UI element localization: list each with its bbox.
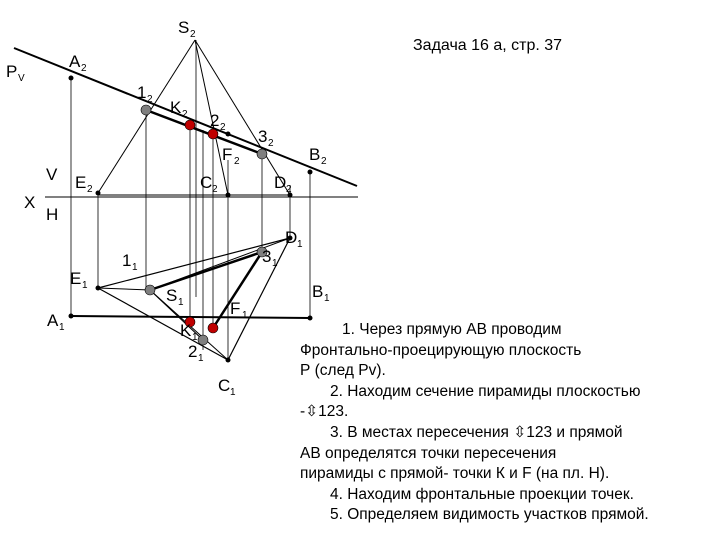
- step-3-line-2: АВ определятся точки пересечения: [300, 444, 557, 462]
- point-k2: [185, 120, 195, 130]
- sub-e1: 1: [82, 280, 88, 291]
- point-b2: [308, 170, 313, 175]
- sub-f1: 1: [242, 310, 248, 321]
- label-c1: C: [218, 376, 231, 395]
- label-c2: C: [200, 173, 213, 192]
- label-a1: A: [47, 311, 59, 330]
- point-c2: [226, 193, 231, 198]
- label-e2: E: [75, 173, 87, 192]
- sub-c2: 2: [212, 184, 218, 195]
- label-h: H: [46, 205, 59, 224]
- label-a2: A: [69, 52, 81, 71]
- label-pv: P: [6, 62, 18, 81]
- sub-k2: 2: [182, 109, 188, 120]
- sub-e2: 2: [87, 184, 93, 195]
- point-1-1: [145, 285, 155, 295]
- point-3-2: [257, 149, 267, 159]
- sub-3-1: 1: [272, 258, 278, 269]
- label-1-2: 1: [137, 83, 147, 102]
- sub-2-2: 2: [220, 122, 226, 133]
- base-e1-c1: [98, 288, 228, 360]
- label-k2: K: [170, 98, 182, 117]
- point-e1: [96, 286, 101, 291]
- label-2-2: 2: [210, 111, 220, 130]
- sub-f2: 2: [234, 156, 240, 167]
- sub-3-2: 2: [268, 138, 274, 149]
- step-1-line-1: 1. Через прямую АВ проводим: [342, 321, 562, 338]
- label-b1: B: [312, 282, 324, 301]
- step-3-line-1: 3. В местах пересечения ⇳123 и прямой: [330, 423, 623, 441]
- step-5: 5. Определяем видимость участков прямой.: [330, 506, 649, 524]
- point-e2: [96, 191, 101, 196]
- label-d1: D: [285, 228, 298, 247]
- step-4: 4. Находим фронтальные проекции точек.: [330, 485, 634, 503]
- link-lines: [71, 40, 310, 360]
- solution-steps: [300, 320, 715, 526]
- label-s2: S: [178, 18, 190, 37]
- point-2-1: [198, 335, 208, 345]
- point-2-2: [226, 132, 231, 137]
- step-2-line-2: -⇳123.: [300, 403, 349, 421]
- point-a1: [69, 314, 74, 319]
- step-3-line-3: пирамиды с прямой- точки К и F (на пл. Н).: [300, 465, 610, 483]
- label-v: V: [46, 165, 58, 184]
- section-1-3: [146, 110, 262, 154]
- step-1-line-3: Р (след Рv).: [300, 362, 386, 380]
- section-1-3-h: [150, 252, 262, 290]
- label-f1: F: [230, 299, 241, 318]
- point-c1: [226, 358, 231, 363]
- sub-1-1: 1: [132, 262, 138, 273]
- label-2-1: 2: [188, 342, 198, 361]
- sub-a1: 1: [59, 322, 65, 333]
- sub-b1: 1: [324, 293, 330, 304]
- label-b2: B: [309, 145, 321, 164]
- step-2-line-1: 2. Находим сечение пирамиды плоскостью: [330, 382, 641, 400]
- label-e1: E: [70, 269, 82, 288]
- sub-1-2: 2: [147, 94, 153, 105]
- sub-a2: 2: [81, 63, 87, 74]
- edge-s1-e1: [98, 288, 150, 290]
- label-s1: S: [166, 286, 178, 305]
- point-f2: [208, 129, 218, 139]
- step-1-line-2: Фронтально-проецирующую плоскость: [300, 341, 582, 359]
- label-3-1: 3: [262, 247, 272, 266]
- sub-s1: 1: [178, 297, 184, 308]
- sub-d1: 1: [297, 239, 303, 250]
- point-1-2: [141, 105, 151, 115]
- point-a2: [69, 76, 74, 81]
- sub-2-1: 1: [198, 353, 204, 364]
- sub-s2: 2: [190, 29, 196, 40]
- label-d2: D: [274, 173, 287, 192]
- task-title: Задача 16 а, стр. 37: [413, 37, 563, 54]
- label-f2: F: [222, 145, 233, 164]
- sub-c1: 1: [230, 387, 236, 398]
- sub-d2: 2: [286, 184, 292, 195]
- sub-pv: V: [18, 73, 25, 84]
- sub-b2: 2: [321, 156, 327, 167]
- label-3-2: 3: [258, 127, 268, 146]
- label-x: X: [24, 193, 36, 212]
- label-k1: K: [180, 321, 192, 340]
- sub-k1: 1: [192, 332, 198, 343]
- label-1-1: 1: [122, 251, 132, 270]
- point-f1: [208, 323, 218, 333]
